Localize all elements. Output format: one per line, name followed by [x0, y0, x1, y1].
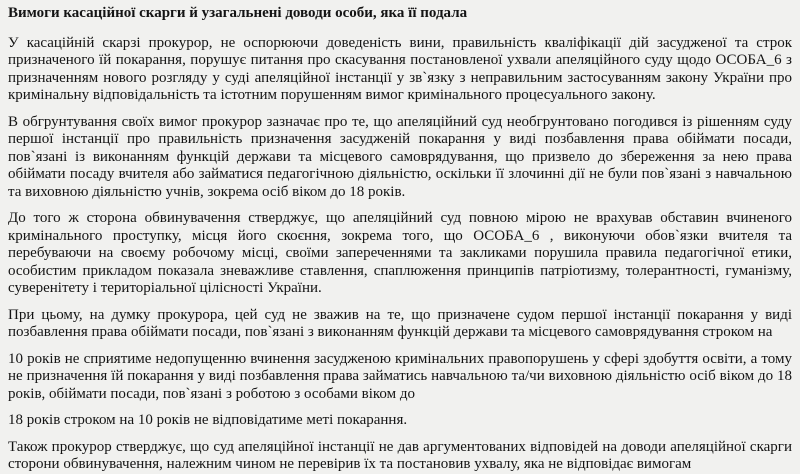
paragraph: 10 років не сприятиме недопущенню вчинення засудженою кримінальних правопорушень у сфері здобуття освіти, а тому не призначення їй покарання у виді позбавлення права займатись навчальною та/чи виховною діяльністю осіб віком до 18 років, обіймати посади, пов`язані з роботою з особами віком до [8, 350, 792, 402]
section-heading: Вимоги касаційної скарги й узагальнені доводи особи, яка її подала [8, 5, 468, 21]
paragraph: 18 років строком на 10 років не відповідатиме меті покарання. [8, 412, 408, 428]
paragraph: До того ж сторона обвинувачення стверджує, що апеляційний суд повною мірою не врахував обставин вчиненого кримінального проступку, місця його скоєння, зокрема того, що ОСОБА_6 , виконуючи обов`язки вчителя та перебуваючи на своєму робочому місці, своїми запереченнями та закликами порушила правила педагогічної етики, особистим прикладом показала зневажливе ставлення, спаплюження принципів патріотизму, толерантності, гуманізму, суверенітету і територіальної цілісності України. [8, 210, 792, 296]
paragraph: Також прокурор стверджує, що суд апеляційної інстанції не дав аргументованих відповідей на доводи апеляційної скарги сторони обвинувачення, належним чином не перевірив їх та постановив ухвалу, яка не відповідає вимогам [8, 438, 792, 472]
paragraph: В обгрунтування своїх вимог прокурор зазначає про те, що апеляційний суд необгрунтовано погодився із рішенням суду першої інстанції про правильність призначення засудженій покарання у виді позбавлення права обіймати посади, пов`язані із виконанням функцій держави та місцевого самоврядування, що призвело до збереження за нею права обіймати посаду вчителя або займатися педагогічною діяльністю, оскільки її злочинні дії не були пов`язані з навчальною та виховною діяльністю учнів, зокрема осіб віком до 18 років. [8, 113, 792, 200]
paragraph: При цьому, на думку прокурора, цей суд не зважив на те, що призначене судом першої інстанції покарання у виді позбавлення права обіймати посади, пов`язані з виконанням функцій держави та місцевого самоврядування строком на [8, 306, 792, 340]
paragraph: У касаційній скарзі прокурор, не оспорюючи доведеність вини, правильність кваліфікації дій засудженої та строк призначеного їй покарання, порушує питання про скасування постановленої ухвали апеляційного суду щодо ОСОБА_6 з призначенням нового розгляду у суді апеляційної інстанції у зв`язку з неправильним застосуванням закону України про кримінальну відповідальність та істотним порушенням вимог кримінального процесуального закону. [8, 34, 792, 103]
